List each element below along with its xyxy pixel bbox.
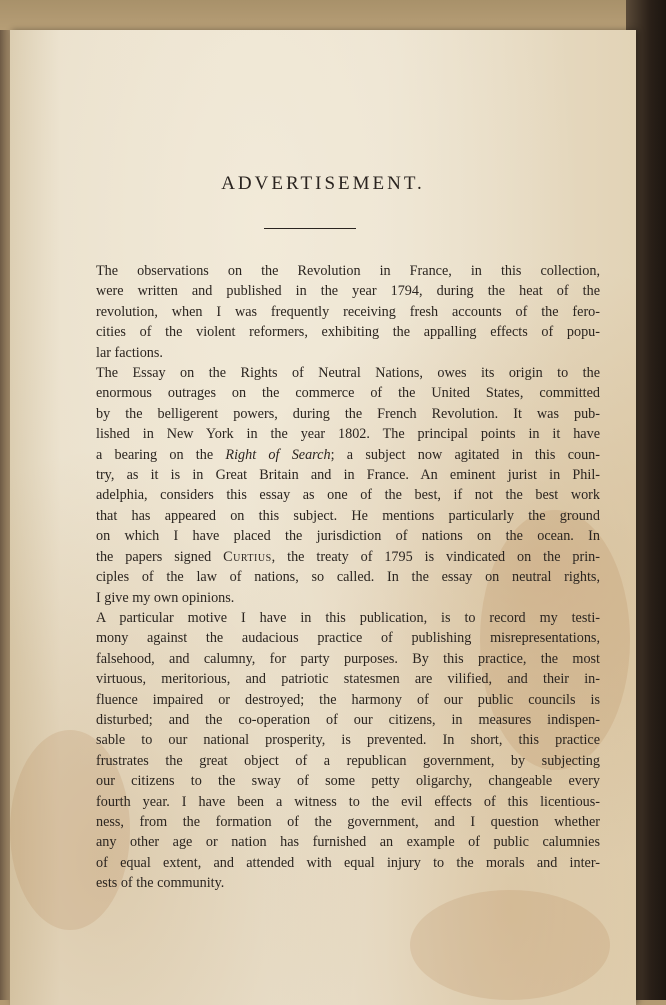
text-line: lar factions. [96,344,163,361]
text-line: mony against the audacious practice of publishing misrepresentations, [96,630,600,647]
text-line: I give my own opinions. [96,589,235,606]
text-line: on which I have placed the jurisdiction of nations on the ocean. In [96,528,600,545]
text-line: that has appeared on this subject. He mentions particularly the ground [96,507,600,524]
text-line: fluence impaired or destroyed; the harmony of our public councils is [96,691,600,708]
text-line: any other age or nation has furnished an example of public calumnies [96,834,600,851]
text-line: a bearing on the Right of Search; a subject now agitated in this coun- [96,446,600,463]
paragraph-3 [68,608,600,894]
text-line: The Essay on the Rights of Neutral Nations, owes its origin to the [96,365,600,382]
text-line: ness, from the formation of the government, and I question whether [96,813,600,830]
text-line: disturbed; and the co-operation of our citizens, in measures indispen- [96,711,600,728]
text-line: ciples of the law of nations, so called. In the essay on neutral rights, [96,569,600,586]
text-line: sable to our national prosperity, is prevented. In short, this practice [96,732,600,749]
title-divider [264,228,356,229]
text-line: frustrates the great object of a republican government, by subjecting [96,752,600,769]
text-line: enormous outrages on the commerce of the United States, committed [96,385,600,402]
text-line: cities of the violent reformers, exhibiting the appalling effects of popu- [96,324,600,341]
text-line: falsehood, and calumny, for party purposes. By this practice, the most [96,650,600,667]
text-line: adelphia, considers this essay as one of the best, if not the best work [96,487,600,504]
text-line: fourth year. I have been a witness to the evil effects of this licentious- [96,793,600,810]
text-line: of equal extent, and attended with equal injury to the morals and inter- [96,854,600,871]
text-line: ests of the community. [96,875,225,892]
text-line: the papers signed Curtius, the treaty of 1795 is vindicated on the prin- [96,548,600,565]
page-title: ADVERTISEMENT. [221,173,425,194]
paragraph-1 [68,261,600,363]
text-line: lished in New York in the year 1802. The principal points in it have [96,426,600,443]
text-line: our citizens to the sway of some petty oligarchy, changeable every [96,773,600,790]
text-line: by the belligerent powers, during the French Revolution. It was pub- [96,405,600,422]
text-line: were written and published in the year 1794, during the heat of the [96,283,600,300]
book-page [10,30,636,1005]
body-text [68,261,600,894]
text-line: A particular motive I have in this publication, is to record my testi- [96,609,600,626]
text-line: virtuous, meritorious, and patriotic statesmen are vilified, and their in- [96,671,600,688]
water-stain [410,890,610,1000]
paragraph-2 [68,363,600,608]
text-line: The observations on the Revolution in France, in this collection, [96,263,600,279]
text-line: revolution, when I was frequently receiving fresh accounts of the fero- [96,303,600,320]
text-line: try, as it is in Great Britain and in France. An eminent jurist in Phil- [96,467,600,484]
